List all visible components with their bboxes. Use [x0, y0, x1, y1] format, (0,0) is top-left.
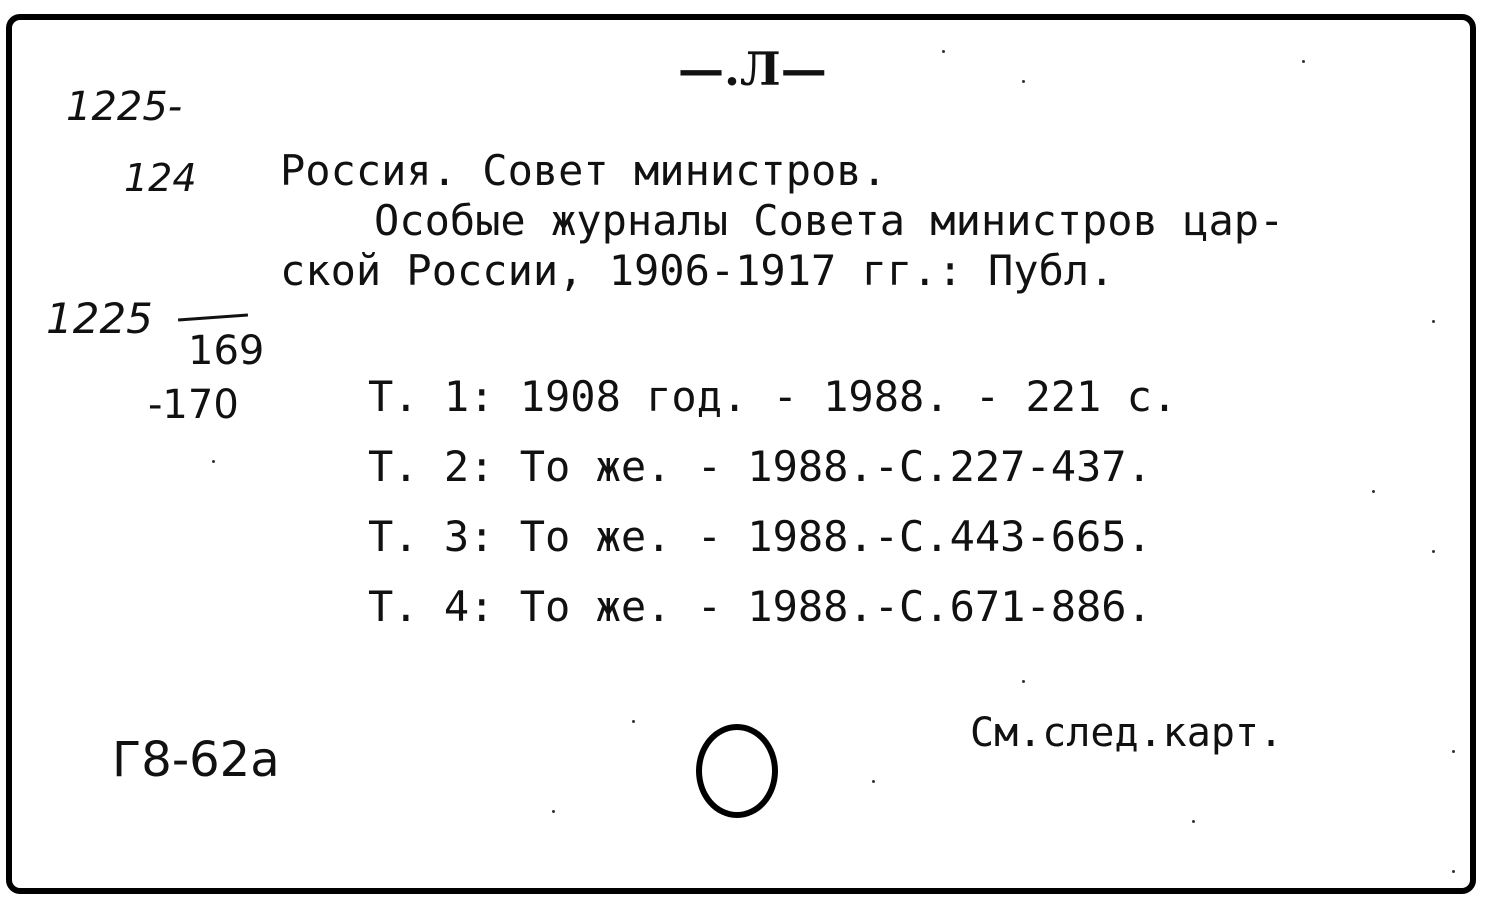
- speck: [212, 460, 215, 463]
- volume-entry-3: Т. 3: То же. - 1988.-С.443-665.: [368, 512, 1152, 561]
- volume-entry-4: Т. 4: То же. - 1988.-С.671-886.: [368, 582, 1152, 631]
- speck: [1022, 80, 1025, 83]
- speck: [942, 50, 945, 53]
- speck: [1192, 820, 1195, 823]
- speck: [632, 720, 635, 723]
- continuation-note: См.след.карт.: [970, 710, 1284, 756]
- title-line-1: Особые журналы Совета министров цар-: [374, 196, 1285, 245]
- call-number-bottom: Г8-62а: [112, 732, 280, 788]
- card-header-mark: —.Л—: [678, 42, 827, 96]
- fraction-line: [178, 314, 248, 322]
- catalog-card: [6, 14, 1476, 894]
- speck: [1452, 870, 1455, 873]
- speck: [1022, 680, 1025, 683]
- speck: [1432, 320, 1435, 323]
- volume-entry-2: Т. 2: То же. - 1988.-С.227-437.: [368, 442, 1152, 491]
- punch-hole: [696, 724, 778, 818]
- title-line-2: ской России, 1906-1917 гг.: Публ.: [280, 246, 1115, 295]
- speck: [1432, 550, 1435, 553]
- volume-entry-1: Т. 1: 1908 год. - 1988. - 221 с.: [368, 372, 1178, 421]
- call-number-top-line1: 1225-: [66, 84, 183, 130]
- speck: [552, 810, 555, 813]
- call-number-top-line2: 124: [124, 156, 197, 200]
- author-heading: Россия. Совет министров.: [280, 146, 887, 195]
- call-number-mid-top: 169: [188, 328, 265, 374]
- call-number-mid-main: 1225: [46, 294, 153, 343]
- speck: [1372, 490, 1375, 493]
- call-number-mid-bottom: -170: [148, 382, 239, 428]
- speck: [1302, 60, 1305, 63]
- speck: [872, 780, 875, 783]
- speck: [1452, 750, 1455, 753]
